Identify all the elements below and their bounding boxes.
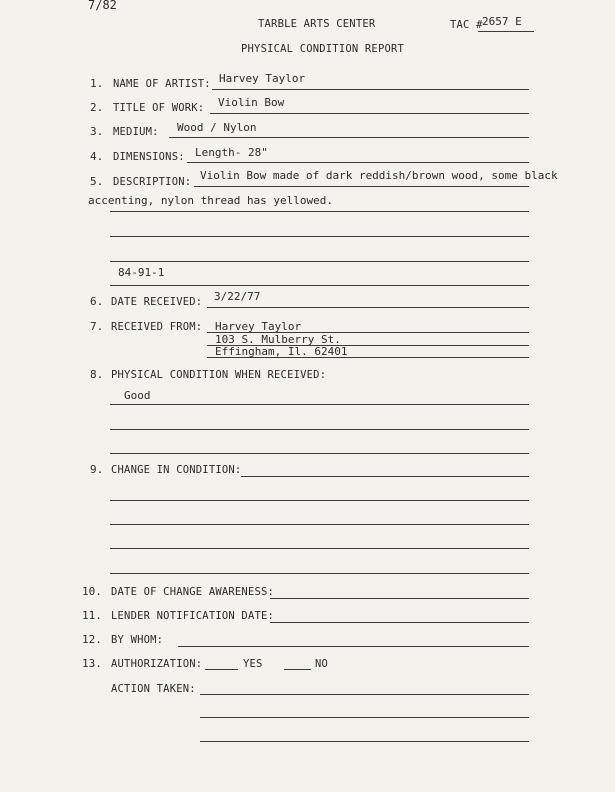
change-condition-line bbox=[110, 524, 529, 525]
description-line bbox=[110, 236, 529, 237]
authorization-no-line bbox=[284, 669, 311, 670]
item-number: 3. bbox=[90, 125, 104, 138]
change-awareness-label: DATE OF CHANGE AWARENESS: bbox=[111, 586, 275, 598]
dimensions-value: Length- 28" bbox=[195, 146, 268, 159]
artist-line bbox=[212, 89, 529, 90]
item-number: 7. bbox=[90, 320, 104, 333]
by-whom-line bbox=[178, 646, 529, 647]
action-taken-line bbox=[200, 741, 529, 742]
artist-label: NAME OF ARTIST: bbox=[113, 78, 211, 90]
medium-value: Wood / Nylon bbox=[177, 121, 257, 134]
change-condition-line bbox=[110, 500, 529, 501]
tac-number-line bbox=[478, 31, 534, 32]
received-from-line bbox=[207, 357, 529, 358]
item-number: 10. bbox=[82, 585, 102, 598]
description-line bbox=[110, 211, 529, 212]
date-received-line bbox=[207, 307, 529, 308]
change-condition-line bbox=[241, 476, 529, 477]
change-condition-line bbox=[110, 573, 529, 574]
medium-label: MEDIUM: bbox=[113, 126, 159, 138]
item-number: 4. bbox=[90, 150, 104, 163]
date-received-label: DATE RECEIVED: bbox=[111, 296, 203, 308]
tac-label: TAC # bbox=[450, 19, 483, 31]
description-line bbox=[110, 285, 529, 286]
received-from-line2: 103 S. Mulberry St. bbox=[215, 333, 341, 346]
authorization-no: NO bbox=[315, 658, 329, 670]
item-number: 2. bbox=[90, 101, 104, 114]
title-label: TITLE OF WORK: bbox=[113, 102, 205, 114]
item-number: 11. bbox=[82, 609, 102, 622]
title-line bbox=[210, 113, 529, 114]
action-taken-label: ACTION TAKEN: bbox=[111, 683, 196, 695]
report-title: PHYSICAL CONDITION REPORT bbox=[241, 43, 405, 55]
medium-line bbox=[169, 137, 529, 138]
description-line bbox=[110, 261, 529, 262]
item-number: 9. bbox=[90, 463, 104, 476]
dimensions-label: DIMENSIONS: bbox=[113, 151, 185, 163]
lender-notification-line bbox=[270, 622, 529, 623]
condition-received-label: PHYSICAL CONDITION WHEN RECEIVED: bbox=[111, 369, 327, 381]
condition-line bbox=[110, 404, 529, 405]
item-number: 12. bbox=[82, 633, 102, 646]
item-number: 5. bbox=[90, 175, 104, 188]
action-taken-line bbox=[200, 717, 529, 718]
condition-received-value: Good bbox=[124, 389, 151, 402]
received-from-line1: Harvey Taylor bbox=[215, 320, 302, 333]
description-label: DESCRIPTION: bbox=[113, 176, 192, 188]
item-number: 13. bbox=[82, 657, 102, 670]
by-whom-label: BY WHOM: bbox=[111, 634, 164, 646]
description-line bbox=[194, 186, 529, 187]
authorization-yes-line bbox=[205, 669, 238, 670]
tac-number: 2657 E bbox=[482, 15, 522, 28]
change-awareness-line bbox=[270, 598, 529, 599]
item-number: 6. bbox=[90, 295, 104, 308]
received-from-line3: Effingham, Il. 62401 bbox=[215, 345, 348, 358]
org-name: TARBLE ARTS CENTER bbox=[258, 18, 376, 30]
lender-notification-label: LENDER NOTIFICATION DATE: bbox=[111, 610, 275, 622]
accession-number: 84-91-1 bbox=[118, 266, 165, 279]
date-code: 7/82 bbox=[88, 0, 117, 12]
item-number: 1. bbox=[90, 77, 104, 90]
change-condition-label: CHANGE IN CONDITION: bbox=[111, 464, 242, 476]
title-value: Violin Bow bbox=[218, 96, 285, 109]
authorization-yes: YES bbox=[243, 658, 263, 670]
artist-value: Harvey Taylor bbox=[219, 72, 306, 85]
condition-line bbox=[110, 429, 529, 430]
change-condition-line bbox=[110, 548, 529, 549]
action-taken-line bbox=[200, 694, 529, 695]
dimensions-line bbox=[187, 162, 529, 163]
condition-line bbox=[110, 453, 529, 454]
received-from-label: RECEIVED FROM: bbox=[111, 321, 203, 333]
authorization-label: AUTHORIZATION: bbox=[111, 658, 203, 670]
description-value-line1: Violin Bow made of dark reddish/brown wood, some black bbox=[200, 169, 558, 182]
item-number: 8. bbox=[90, 368, 104, 381]
description-value-line2: accenting, nylon thread has yellowed. bbox=[88, 194, 334, 207]
date-received-value: 3/22/77 bbox=[214, 290, 261, 303]
